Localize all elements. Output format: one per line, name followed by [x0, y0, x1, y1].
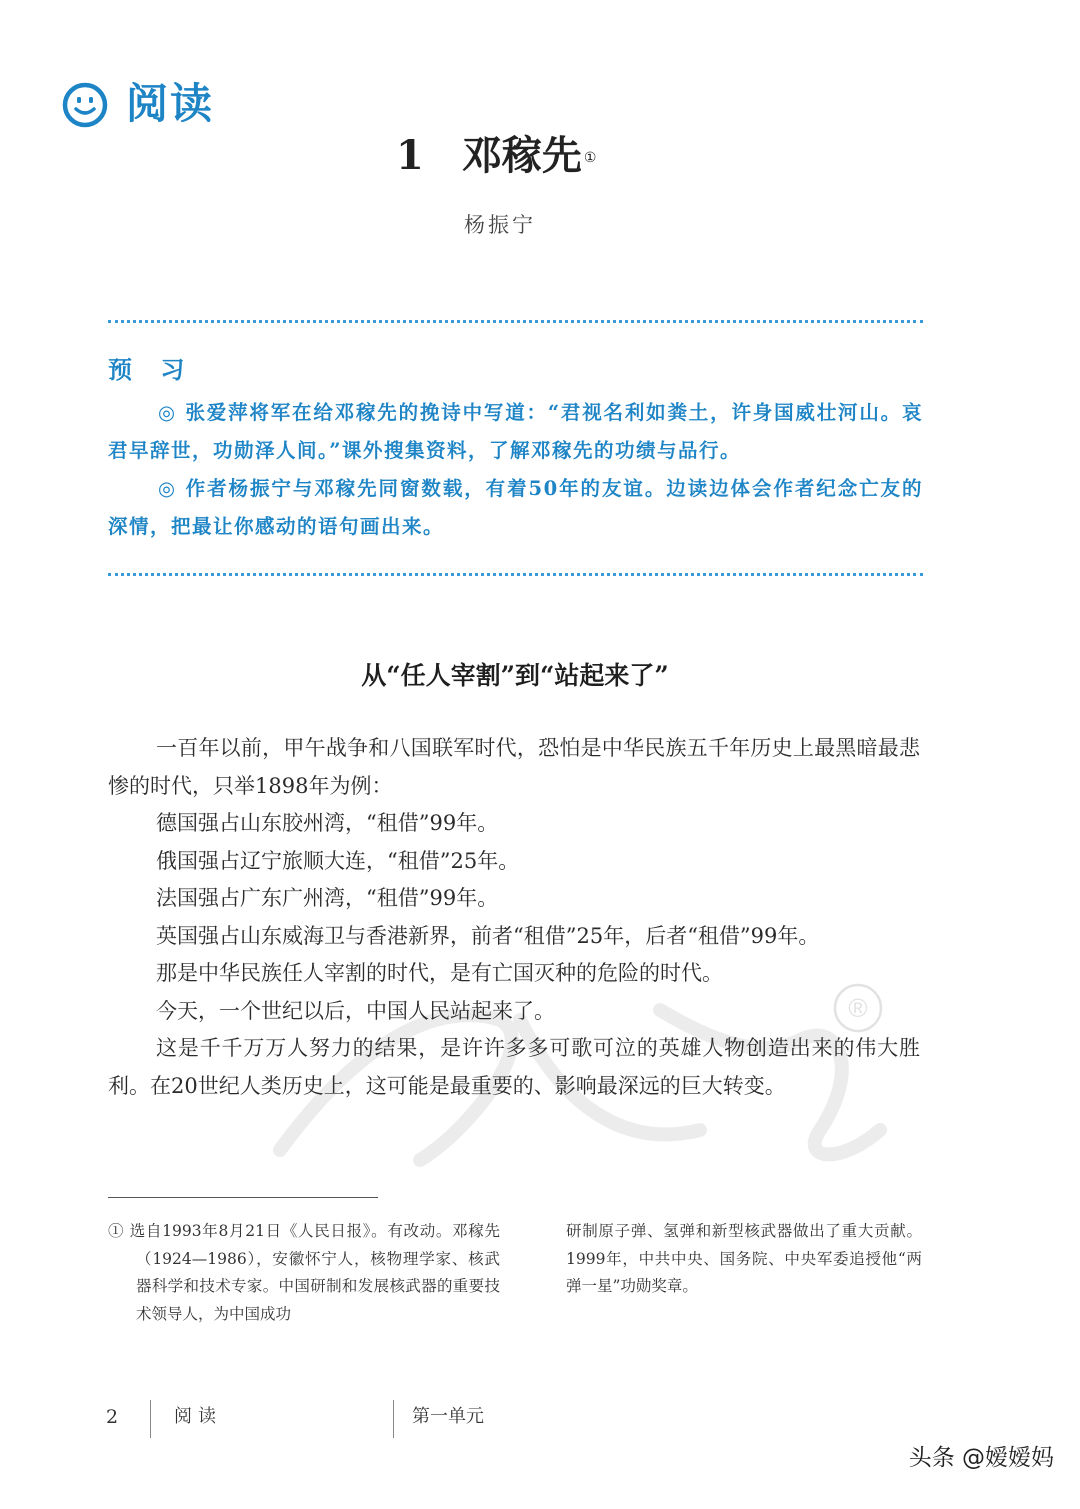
- body-paragraph: 那是中华民族任人宰割的时代，是有亡国灭种的危险的时代。: [156, 961, 723, 985]
- footer-separator: [150, 1400, 151, 1438]
- main-body: [108, 730, 920, 1105]
- footnote-left-column: [108, 1218, 500, 1328]
- page-number: 2: [106, 1406, 119, 1428]
- body-paragraph: 英国强占山东威海卫与香港新界，前者“租借”25年，后者“租借”99年。: [156, 923, 820, 948]
- body-paragraph: 德国强占山东胶州湾，“租借”99年。: [156, 811, 499, 835]
- section-title: 阅读: [126, 79, 215, 128]
- lesson-title: [396, 126, 596, 186]
- preview-divider-bottom: [108, 573, 923, 576]
- preview-item: ◎ 张爱萍将军在给邓稼先的挽诗中写道：“君视名利如粪土，许身国威壮河山。哀君早辞世，功勋泽人间。”课外搜集资料，了解邓稼先的功绩与品行。: [108, 401, 923, 462]
- footer-separator: [393, 1400, 394, 1438]
- body-paragraph: 今天，一个世纪以后，中国人民站起来了。: [156, 998, 555, 1023]
- footnote-text: 研制原子弹、氢弹和新型核武器做出了重大贡献。1999年，中共中央、国务院、中央军委追授他“两弹一星”功勋奖章。: [566, 1222, 922, 1295]
- preview-divider-top: [108, 320, 923, 323]
- preview-title: 预 习: [108, 355, 195, 384]
- body-paragraph: 一百年以前，甲午战争和八国联军时代，恐怕是中华民族五千年历史上最黑暗最悲惨的时代，只举1898年为例：: [108, 736, 920, 798]
- lesson-number: 1: [396, 132, 424, 179]
- overlay-watermark: 头条 @嫒嫒妈: [908, 1445, 1054, 1471]
- body-paragraph: 法国强占广东广州湾，“租借”99年。: [156, 886, 499, 910]
- lesson-title-text: 邓稼先: [461, 132, 582, 179]
- footer-section-label: 阅读: [174, 1406, 222, 1427]
- body-paragraph: 这是千千万万人努力的结果，是许许多多可歌可泣的英雄人物创造出来的伟大胜利。在20世纪人类历史上，这可能是最重要的、影响最深远的巨大转变。: [108, 1036, 920, 1098]
- registered-symbol: ®: [848, 993, 868, 1023]
- lesson-author: 杨振宁: [464, 213, 536, 237]
- footnote-right-column: [566, 1218, 922, 1301]
- body-paragraph: 俄国强占辽宁旅顺大连，“租借”25年。: [156, 848, 520, 873]
- smiley-face-icon: [62, 82, 108, 128]
- section-heading: 从“任人宰割”到“站起来了”: [361, 661, 669, 690]
- preview-item: ◎ 作者杨振宁与邓稼先同窗数载，有着50年的友谊。边读边体会作者纪念亡友的深情，把最让你感动的语句画出来。: [108, 477, 923, 538]
- footer-unit-label: 第一单元: [412, 1406, 484, 1427]
- footnote-text: ① 选自1993年8月21日《人民日报》。有改动。邓稼先（1924—1986），安徽怀宁人，核物理学家、核武器科学和技术专家。中国研制和发展核武器的重要技术领导人，为中国成功: [108, 1222, 500, 1323]
- footnote-rule: [108, 1197, 378, 1198]
- footnote-marker: ①: [583, 150, 597, 166]
- preview-body: [108, 394, 923, 546]
